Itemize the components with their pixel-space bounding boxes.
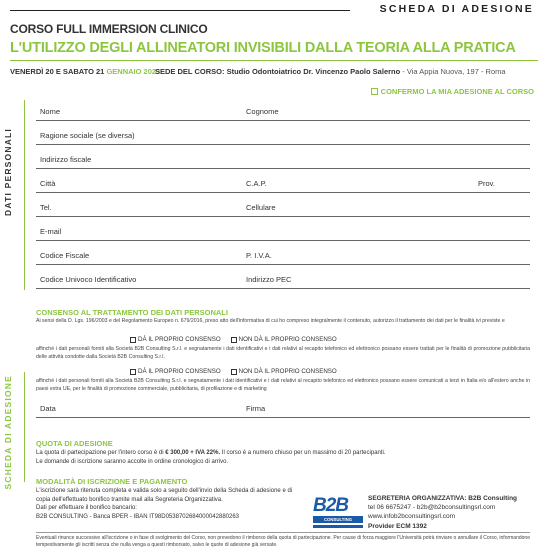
- secretariat-provider: Provider ECM 1392: [368, 522, 427, 530]
- consent1-give-checkbox[interactable]: [130, 337, 136, 343]
- confirm-checkbox[interactable]: [371, 88, 378, 95]
- tel-label: Tel.: [40, 203, 52, 212]
- data-label: Data: [40, 404, 56, 413]
- secretariat-website[interactable]: www.infob2bconsultingsrl.com: [368, 513, 456, 521]
- pec-label: Indirizzo PEC: [246, 275, 292, 284]
- email-label: E-mail: [40, 227, 62, 236]
- course-dates: [10, 67, 160, 76]
- consent-text-1: affinché i dati personali forniti alla Società B2B Consulting S.r.l. e segnatamente i dati identificativi e i dati relativi al recapito telefonico ed elettronico possano essere trattati per le finalità di promozione pubblicitaria delle attività condotte dalla Società B2B Consulting S.r.l.: [36, 346, 530, 360]
- consent2-give[interactable]: [130, 368, 221, 375]
- codice-univoco-label: Codice Univoco Identificativo: [40, 275, 137, 284]
- consent1-deny-label: NON DÀ IL PROPRIO CONSENSO: [238, 336, 337, 343]
- secretariat-contacts[interactable]: tel 06 6675247 - b2b@b2bconsultingsrl.com: [368, 504, 496, 512]
- dates-prefix: VENERDÌ 20 E SABATO 21: [10, 67, 105, 76]
- title-rule: [10, 60, 538, 61]
- piva-label: P. I.V.A.: [246, 251, 272, 260]
- firma-label: Firma: [246, 404, 266, 413]
- consent1-deny-checkbox[interactable]: [231, 337, 237, 343]
- course-venue: [155, 67, 506, 76]
- consent2-give-label: DÀ IL PROPRIO CONSENSO: [138, 368, 221, 375]
- consent-options-2: [130, 368, 337, 375]
- confirm-attendance[interactable]: [371, 87, 534, 96]
- venue-label: SEDE DEL CORSO:: [155, 67, 225, 76]
- quota-price: € 300,00 + IVA 22%.: [165, 450, 221, 456]
- nome-label: Nome: [40, 107, 61, 116]
- row-name[interactable]: [36, 97, 530, 121]
- quota-line1-b: Il corso è a numero chiuso per un massimo di 20 partecipanti.: [221, 450, 386, 456]
- header-rule: [10, 10, 350, 11]
- secretariat-label: SEGRETERIA ORGANIZZATIVA: B2B Consulting: [368, 495, 518, 502]
- course-title: L'UTILIZZO DEGLI ALLINEATORI INVISIBILI DALLA TEORIA ALLA PRATICA: [10, 40, 516, 56]
- b2b-logo: [313, 495, 363, 535]
- cognome-label: Cognome: [246, 107, 279, 116]
- consent2-deny-checkbox[interactable]: [231, 369, 237, 375]
- consent2-deny[interactable]: [231, 368, 337, 375]
- dates-month: GENNAIO 2023: [106, 67, 161, 76]
- personal-side-line: [24, 100, 25, 290]
- consent2-deny-label: NON DÀ IL PROPRIO CONSENSO: [238, 368, 337, 375]
- row-ragione-sociale[interactable]: [36, 121, 530, 145]
- row-email[interactable]: [36, 217, 530, 241]
- row-codice-univoco[interactable]: [36, 265, 530, 289]
- quota-line-1: [36, 449, 530, 458]
- logo-subtitle: CONSULTING: [313, 516, 363, 523]
- indirizzo-label: Indirizzo fiscale: [40, 155, 92, 164]
- row-indirizzo[interactable]: [36, 145, 530, 169]
- citta-label: Città: [40, 179, 56, 188]
- consent2-give-checkbox[interactable]: [130, 369, 136, 375]
- row-data-firma[interactable]: [36, 396, 530, 418]
- quota-line-2: Le domande di iscrizione saranno accolte in ordine cronologico di arrivo.: [36, 458, 229, 465]
- consent-heading: CONSENSO AL TRATTAMENTO DEI DATI PERSONALI: [36, 308, 228, 317]
- payment-line-1: L'iscrizione sarà ritenuta completa e valida solo a seguito dell'invio della Scheda di adesione e di copia dell'effettuato bonifico tramite mail alla Segreteria Organizzativa.: [36, 488, 293, 503]
- consent-text-2: affinché i dati personali forniti alla Società B2B Consulting S.r.l. e segnatamente i dati identificativi e i dati relativi al recapito telefonico ed elettronico possano essere comunicati a terzi in Italia e/o all'estero anche in paesi extra UE, per le finalità di promozione commerciale, pubblicitaria, di profilazione e di marketing: [36, 378, 530, 392]
- logo-bar: [313, 525, 363, 528]
- payment-line-3: B2B CONSULTING - Banca BPER - IBAN IT98D0538702684000042880263: [36, 514, 240, 521]
- cellulare-label: Cellulare: [246, 203, 276, 212]
- form-title: SCHEDA DI ADESIONE: [379, 3, 534, 15]
- row-codice-fiscale[interactable]: [36, 241, 530, 265]
- payment-text: [36, 487, 306, 522]
- logo-text: B2B: [313, 495, 349, 516]
- row-tel[interactable]: [36, 193, 530, 217]
- consent1-give-label: DÀ IL PROPRIO CONSENSO: [138, 336, 221, 343]
- consent-options-1: [130, 336, 337, 343]
- quota-line1-a: La quota di partecipazione per l'intero corso è di: [36, 450, 164, 456]
- course-kicker: CORSO FULL IMMERSION CLINICO: [10, 22, 208, 36]
- footnote: Eventuali rinunce successive all'iscrizione o in fase di svolgimento del Corso, non prevedono il rimborso della quota di partecipazione. Per cause di forza maggiore l'Università potrà rinviare o annullare il Corso, informandone tempestivamente gli iscritti senza che nulla venga a questi rimborsato, salvo le quote di adesione già versate.: [36, 535, 530, 549]
- ragione-sociale-label: Ragione sociale (se diversa): [40, 131, 135, 140]
- codice-fiscale-label: Codice Fiscale: [40, 251, 90, 260]
- venue-name: Studio Odontoiatrico Dr. Vincenzo Paolo Salerno: [226, 67, 401, 76]
- side-label-form: SCHEDA DI ADESIONE: [3, 375, 13, 490]
- confirm-label: CONFERMO LA MIA ADESIONE AL CORSO: [380, 87, 534, 96]
- secretariat-info: [368, 494, 517, 531]
- top-header: [0, 0, 544, 18]
- side-label-personal: DATI PERSONALI: [3, 128, 13, 216]
- consent1-give[interactable]: [130, 336, 221, 343]
- consent1-deny[interactable]: [231, 336, 337, 343]
- consent-intro: Ai sensi della D. Lgs. 196/2003 e del Regolamento Europeo n. 679/2016, preso atto dell'informativa di cui ho compreso integralmente il contenuto, autorizzo il trattamento dei dati per le finalità ivi previste e: [36, 318, 505, 324]
- cap-label: C.A.P.: [246, 179, 267, 188]
- prov-label: Prov.: [478, 179, 495, 188]
- bottom-rule: [36, 532, 530, 533]
- payment-heading: MODALITÀ DI ISCRIZIONE E PAGAMENTO: [36, 477, 188, 486]
- quota-heading: QUOTA DI ADESIONE: [36, 439, 113, 448]
- quota-text: [36, 449, 530, 466]
- venue-address: - Via Appia Nuova, 197 - Roma: [402, 67, 506, 76]
- form-side-line: [24, 372, 25, 482]
- payment-line-2: Dati per effettuare il bonifico bancario:: [36, 505, 137, 512]
- row-citta[interactable]: [36, 169, 530, 193]
